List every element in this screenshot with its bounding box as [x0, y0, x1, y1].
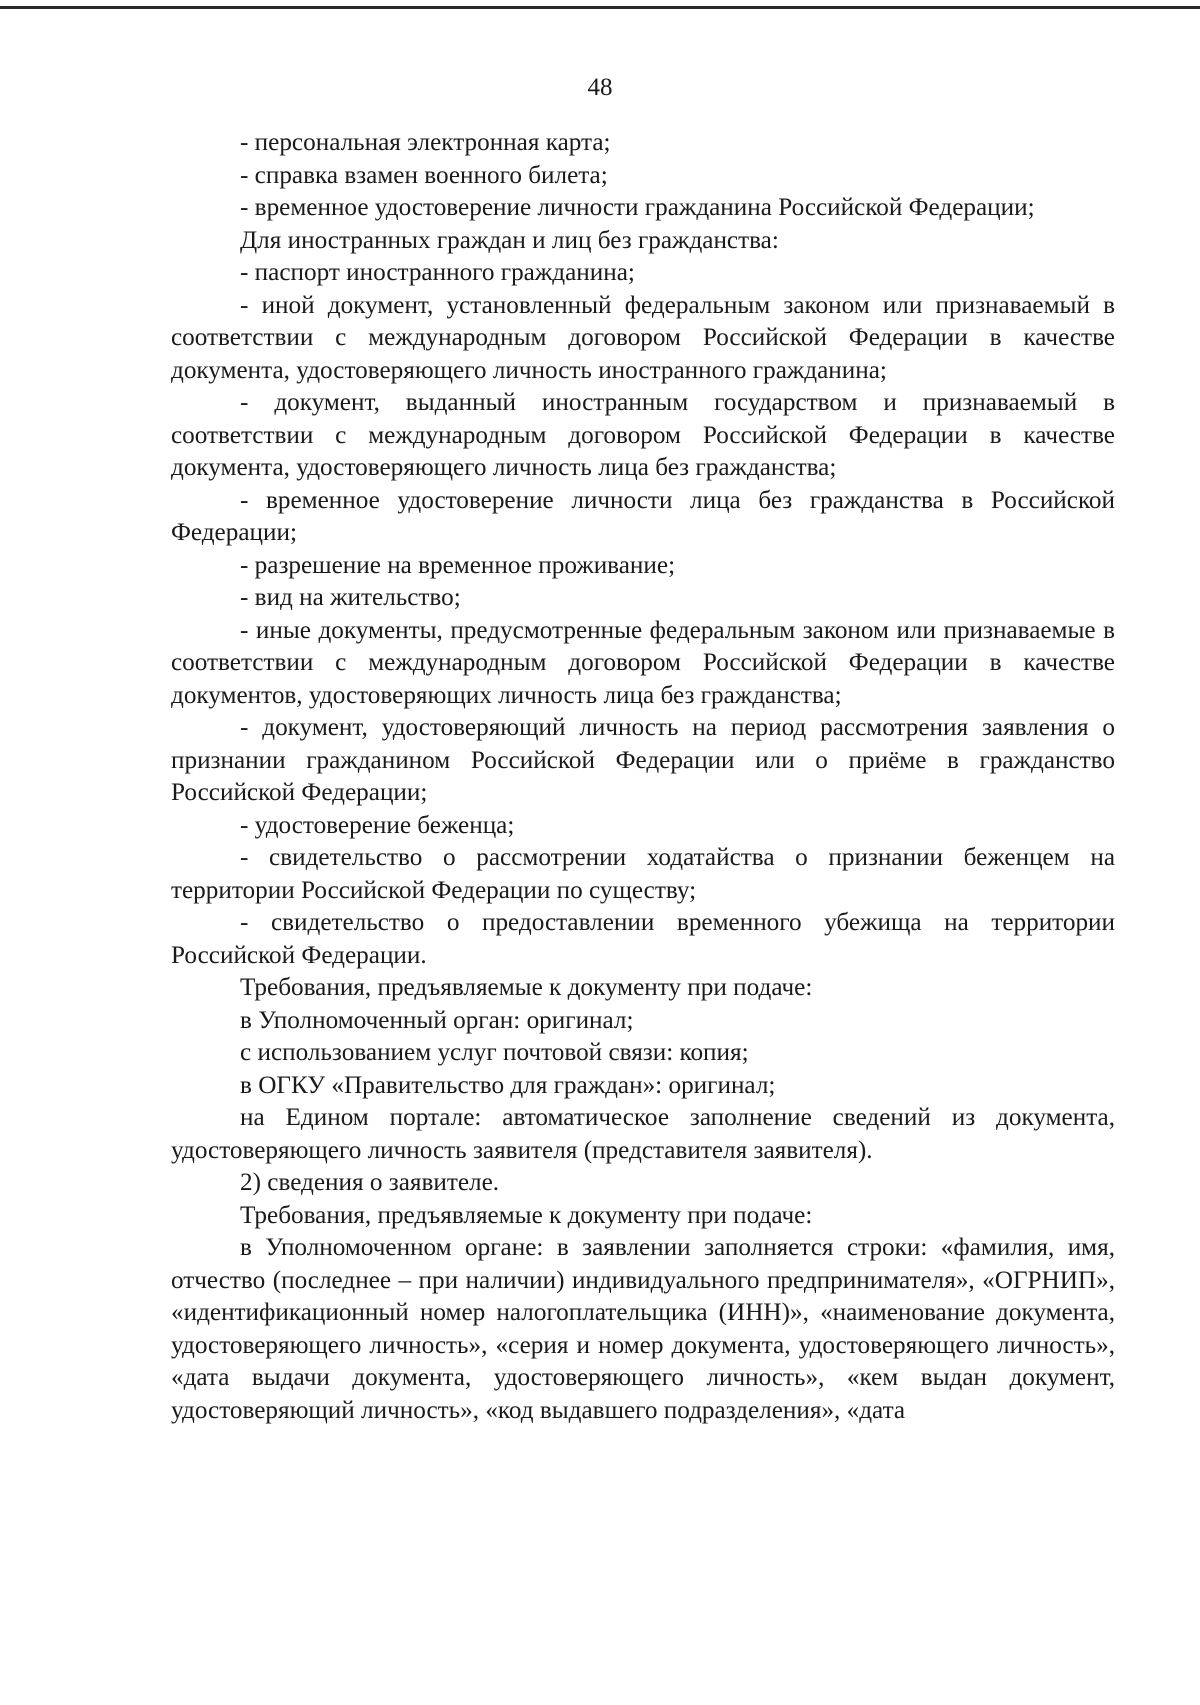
paragraph-military-certificate: - справка взамен военного билета; [240, 161, 608, 189]
paragraph-requirements-heading-2: Требования, предъявляемые к документу при подаче: [240, 1201, 813, 1229]
paragraph-requirement-post: с использованием услуг почтовой связи: копия; [240, 1039, 749, 1066]
paragraph-applicant-info: 2) сведения о заявителе. [240, 1169, 500, 1196]
paragraph-requirement-authority: в Уполномоченный орган: оригинал; [240, 1006, 634, 1034]
paragraph-citizenship-review-document: - документ, удостоверяющий личность на период рассмотрения заявления о признании гражданином Российской Федерации или о приёме в гражданство Российской Федерации; [171, 714, 1115, 806]
paragraph-temporary-asylum-certificate: - свидетельство о предоставлении временного убежища на территории Российской Федерации. [171, 909, 1115, 969]
paragraph-temporary-id-stateless: - временное удостоверение личности лица без гражданства в Российской Федерации; [171, 486, 1115, 546]
page-number: 48 [587, 74, 613, 101]
paragraph-stateless-document: - документ, выданный иностранным государством и признаваемый в соответствии с международным договором Российской Федерации в качестве документа, удостоверяющего личность лица без гражданства; [171, 389, 1115, 481]
paragraph-residence-permit: - вид на жительство; [240, 584, 461, 611]
paragraph-requirement-ogku: в ОГКУ «Правительство для граждан»: оригинал; [240, 1071, 776, 1099]
top-border-line [0, 6, 1200, 9]
paragraph-other-stateless-documents: - иные документы, предусмотренные федеральным законом или признаваемые в соответствии с международным договором Российской Федерации в качестве документов, удостоверяющих личность лица без гражданства; [171, 616, 1115, 709]
paragraph-other-foreign-document: - иной документ, установленный федеральным законом или признаваемый в соответствии с международным договором Российской Федерации в качестве документа, удостоверяющего личность иностранного гражданина; [171, 291, 1115, 384]
paragraph-temporary-residence: - разрешение на временное проживание; [240, 551, 676, 579]
paragraph-personal-card: - персональная электронная карта; [240, 129, 611, 156]
paragraph-foreign-passport: - паспорт иностранного гражданина; [240, 259, 635, 286]
paragraph-requirements-heading: Требования, предъявляемые к документу при подаче: [240, 974, 813, 1001]
paragraph-requirement-portal: на Едином портале: автоматическое заполнение сведений из документа, удостоверяющего личность заявителя (представителя заявителя). [171, 1104, 1115, 1164]
paragraph-authority-form-fields: в Уполномоченном органе: в заявлении заполняется строки: «фамилия, имя, отчество (последнее – при наличии) индивидуального предпринимателя», «ОГРНИП», «идентификационный номер налогоплательщика (ИНН)», «наименование документа, удостоверяющего личность», «серия и номер документа, удостоверяющего личность», «дата выдачи документа, удостоверяющего личность», «кем выдан документ, удостоверяющий личность», «код выдавшего подразделения», «дата [171, 1234, 1115, 1424]
paragraph-refugee-petition-certificate: - свидетельство о рассмотрении ходатайства о признании беженцем на территории Российской Федерации по существу; [171, 844, 1115, 904]
document-body [171, 127, 1115, 1427]
paragraph-temporary-id-citizen: - временное удостоверение личности гражданина Российской Федерации; [240, 194, 1035, 221]
paragraph-foreigners-heading: Для иностранных граждан и лиц без гражданства: [240, 226, 779, 254]
paragraph-refugee-id: - удостоверение беженца; [240, 811, 515, 839]
